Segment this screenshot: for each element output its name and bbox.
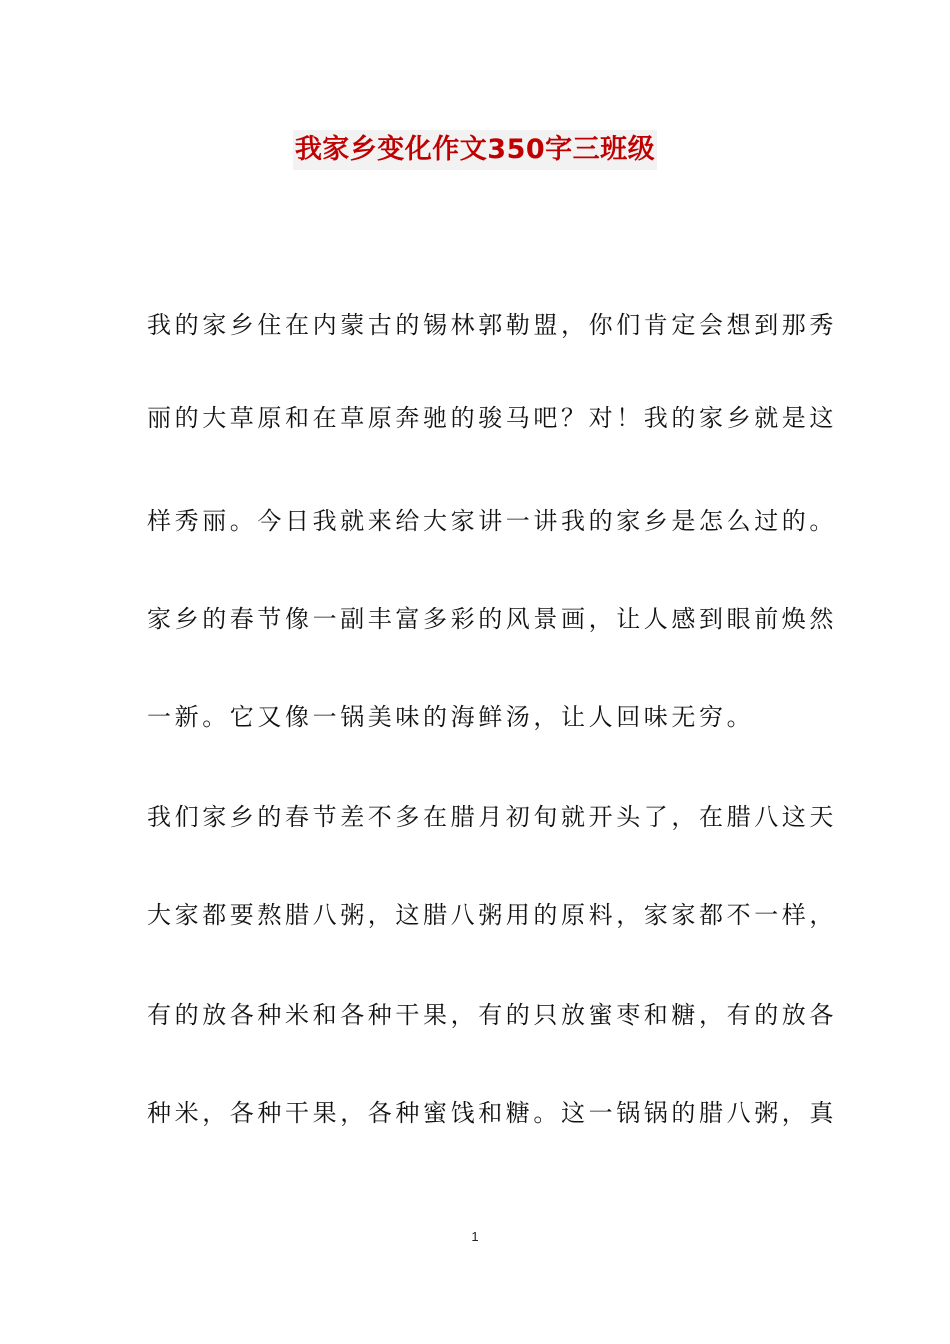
body-line-6: 我们家乡的春节差不多在腊月初旬就开头了，在腊八这天 [147,803,837,831]
body-line-4: 家乡的春节像一副丰富多彩的风景画，让人感到眼前焕然 [147,605,837,633]
body-line-9: 种米，各种干果，各种蜜饯和糖。这一锅锅的腊八粥，真 [147,1099,837,1127]
body-line-3: 样秀丽。今日我就来给大家讲一讲我的家乡是怎么过的。 [147,507,837,535]
body-line-5: 一新。它又像一锅美味的海鲜汤，让人回味无穷。 [147,703,755,731]
body-line-2: 丽的大草原和在草原奔驰的骏马吧？对！我的家乡就是这 [147,404,837,432]
body-line-7: 大家都要熬腊八粥，这腊八粥用的原料，家家都不一样， [147,901,837,929]
document-title: 我家乡变化作文350字三班级 [293,130,657,170]
body-line-8: 有的放各种米和各种干果，有的只放蜜枣和糖，有的放各 [147,1001,837,1029]
body-line-1: 我的家乡住在内蒙古的锡林郭勒盟，你们肯定会想到那秀 [147,311,837,339]
title-container [0,130,950,170]
page-number: 1 [471,1229,479,1244]
